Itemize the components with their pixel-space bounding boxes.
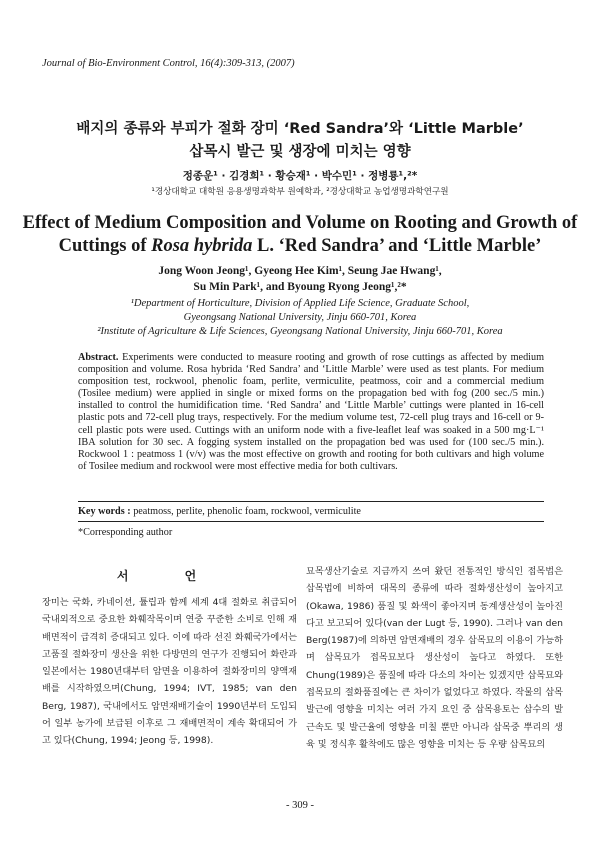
keywords-bottom-rule [78,521,544,522]
title-suffix: L. ‘Red Sandra’ and ‘Little Marble’ [252,236,542,256]
page-number: - 309 - [286,800,314,811]
keywords [78,506,361,517]
english-authors-line1: Jong Woon Jeong¹, Gyeong Hee Kim¹, Seung Jae Hwang¹, [158,265,442,277]
intro-left-column: 장미는 국화, 카네이션, 튤립과 함께 세계 4대 절화로 취급되어 국내외적으로 중요한 화훼작목이며 연중 꾸준한 소비로 인해 재배면적이 급격히 증대되고 있다. 이에 따라 선진 화훼국가에서는 고품질 절화장미 생산을 위한 다방면의 연구가 진행되어 화란과 일본에서는 1980년대부터 암면을 이용하여 절화장미의 양액재배를 시작하였으며(Chung, 1994; IVT, 1985; van den Berg, 1987), 국내에서도 암면재배기술이 1990년부터 도입되어 일부 농가에 보급된 이후로 그 재배면적이 계속 확대되어 가고 있다(Chung, 1994; Jeong 등, 1998). [42,597,297,747]
abstract-label: Abstract. [78,352,119,363]
korean-title-line2: 삽목시 발근 및 생장에 미치는 영향 [189,144,411,160]
abstract-text: Experiments were conducted to measure rooting and growth of rose cuttings as affected by medium composition and volume. Rosa hybrida ‘Red Sandra’ and ‘Little Marble’ were used as test plants. For medium composition test, rockwool, phenolic foam, perlite, vermiculite, peatmoss, coir and a commercial medium (Tosilee medium) were applied in single or mixed forms on the propagation bed with fog (200 sec./5 min.) installed to control the humidification time. ‘Red Sandra’ and ‘Little Marble’ cuttings were planted in 16-cell plastic pots and 72-cell plug trays, respectively. For the medium volume test, 72-cell plug trays and 16-cell or 9-cell plastic pots were used. Cuttings with an uniform node with a five-leaflet leaf was soaked in a 500 mg·L⁻¹ IBA solution for 30 sec. A fogging system installed on the propagation bed was used for (100 sec./5 min.). Rockwool 1 : peatmoss 1 (v/v) was the most effective on growth and rooting for both cultivars and high volume of Tosilee medium and rockwool were most effective media for both cultivars. [78,352,545,472]
abstract [78,352,544,473]
keywords-label: Key words : [78,506,131,517]
english-affiliation-line1: ¹Department of Horticulture, Division of Applied Life Science, Graduate School, [130,298,470,309]
english-authors-line2: Su Min Park¹, and Byoung Ryong Jeong¹,²* [193,281,407,293]
intro-right-column: 묘목생산기술로 지금까지 쓰여 왔던 전통적인 방식인 접목법은 삽목법에 비하여 대목의 종류에 따라 절화생산성이 높아지고(Okawa, 1986) 품질 및 화색이 좋아지며 동계생산성이 높아진다고 보고되어 있다(van der Lugt 등, 1990). 그러나 van den Berg(1987)에 의하면 암면재배의 경우 삽목묘의 이용이 가능하며 삽목묘가 접목묘보다 생산성이 높다고 하였다. 또한 Chung(1989)은 품질에 따라 다소의 차이는 있겠지만 삽목묘와 접목묘의 절화품질에는 큰 차이가 없었다고 하였다. 작물의 삽목 발근에 영향을 미치는 여러 가지 요인 중 삽목용토는 삽수의 발근속도 및 발근율에 영향을 미칠 뿐만 아니라 삽목중 뿌리의 생육 및 정식후 활착에도 많은 영향을 미치는 등 우량 삽목묘의 [306,566,563,750]
title-prefix: Cuttings of [58,236,152,256]
english-title-line1: Effect of Medium Composition and Volume on Rooting and Growth of [22,213,578,233]
english-affiliation-line2: Gyeongsang National University, Jinju 660-701, Korea [183,312,417,323]
journal-citation: Journal of Bio-Environment Control, 16(4):309-313, (2007) [42,58,295,69]
section-heading-introduction: 서 언 [116,569,223,583]
english-title-line2 [20,236,580,257]
korean-authors: 정종운¹ · 김경희¹ · 황승재¹ · 박수민¹ · 정병룡¹,²* [182,170,418,182]
title-species: Rosa hybrida [151,236,253,256]
keywords-text: peatmoss, perlite, phenolic foam, rockwool, vermiculite [130,506,361,517]
english-affiliation-line3: ²Institute of Agriculture & Life Sciences, Gyeongsang National University, Jinju 660-701, Korea [97,326,503,337]
korean-title-line1: 배지의 종류와 부피가 절화 장미 ‘Red Sandra’와 ‘Little Marble’ [76,121,524,137]
korean-affiliation: ¹경상대학교 대학원 응용생명과학부 원예학과, ²경상대학교 농업생명과학연구원 [151,187,449,197]
keywords-top-rule [78,501,544,502]
corresponding-author-note: *Corresponding author [78,527,173,538]
